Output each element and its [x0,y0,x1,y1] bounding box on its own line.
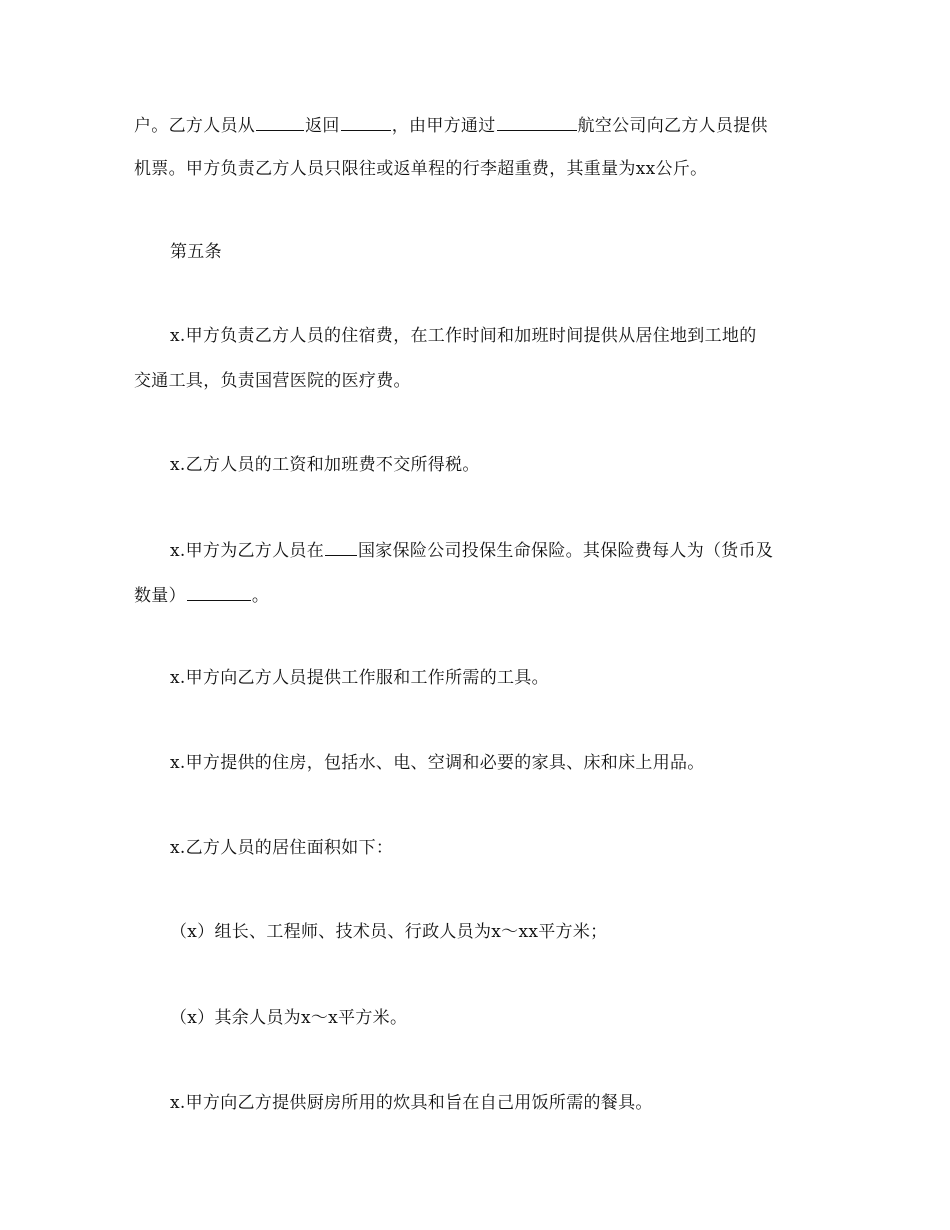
blank-underline [187,582,251,601]
item-3-line-2 [134,582,269,608]
item-1-line-2: 交通工具，负责国营医院的医疗费。 [134,371,411,391]
blank-underline [256,112,304,131]
item-4: x.甲方向乙方人员提供工作服和工作所需的工具。 [170,668,549,688]
text-segment: x.甲方为乙方人员在 [170,541,324,561]
item-2: x.乙方人员的工资和加班费不交所得税。 [170,455,480,475]
sub-item-2: （x）其余人员为x～x平方米。 [170,1008,408,1028]
text-segment: 。 [251,586,270,606]
text-segment: ，由甲方通过 [391,116,496,136]
item-7: x.甲方向乙方提供厨房所用的炊具和旨在自己用饭所需的餐具。 [170,1093,653,1113]
item-6: x.乙方人员的居住面积如下： [170,838,394,858]
blank-underline [341,112,391,131]
sub-item-1: （x）组长、工程师、技术员、行政人员为x～xx平方米； [170,922,608,942]
paragraph-continued-line-2: 机票。甲方负责乙方人员只限往或返单程的行李超重费，其重量为xx公斤。 [134,159,708,179]
text-segment: 国家保险公司投保生命保险。其保险费每人为（货币及 [358,541,774,561]
blank-underline [325,537,357,556]
blank-underline [497,112,577,131]
text-segment: 返回 [305,116,340,136]
text-segment: 户。乙方人员从 [134,116,256,136]
text-segment: 数量） [134,586,186,606]
text-segment: 航空公司向乙方人员提供 [577,116,768,136]
article-heading: 第五条 [170,242,222,262]
item-3-line-1 [170,537,773,563]
item-1-line-1: x.甲方负责乙方人员的住宿费，在工作时间和加班时间提供从居住地到工地的 [170,326,757,346]
item-5: x.甲方提供的住房，包括水、电、空调和必要的家具、床和床上用品。 [170,753,705,773]
paragraph-continued-line-1 [134,112,768,138]
